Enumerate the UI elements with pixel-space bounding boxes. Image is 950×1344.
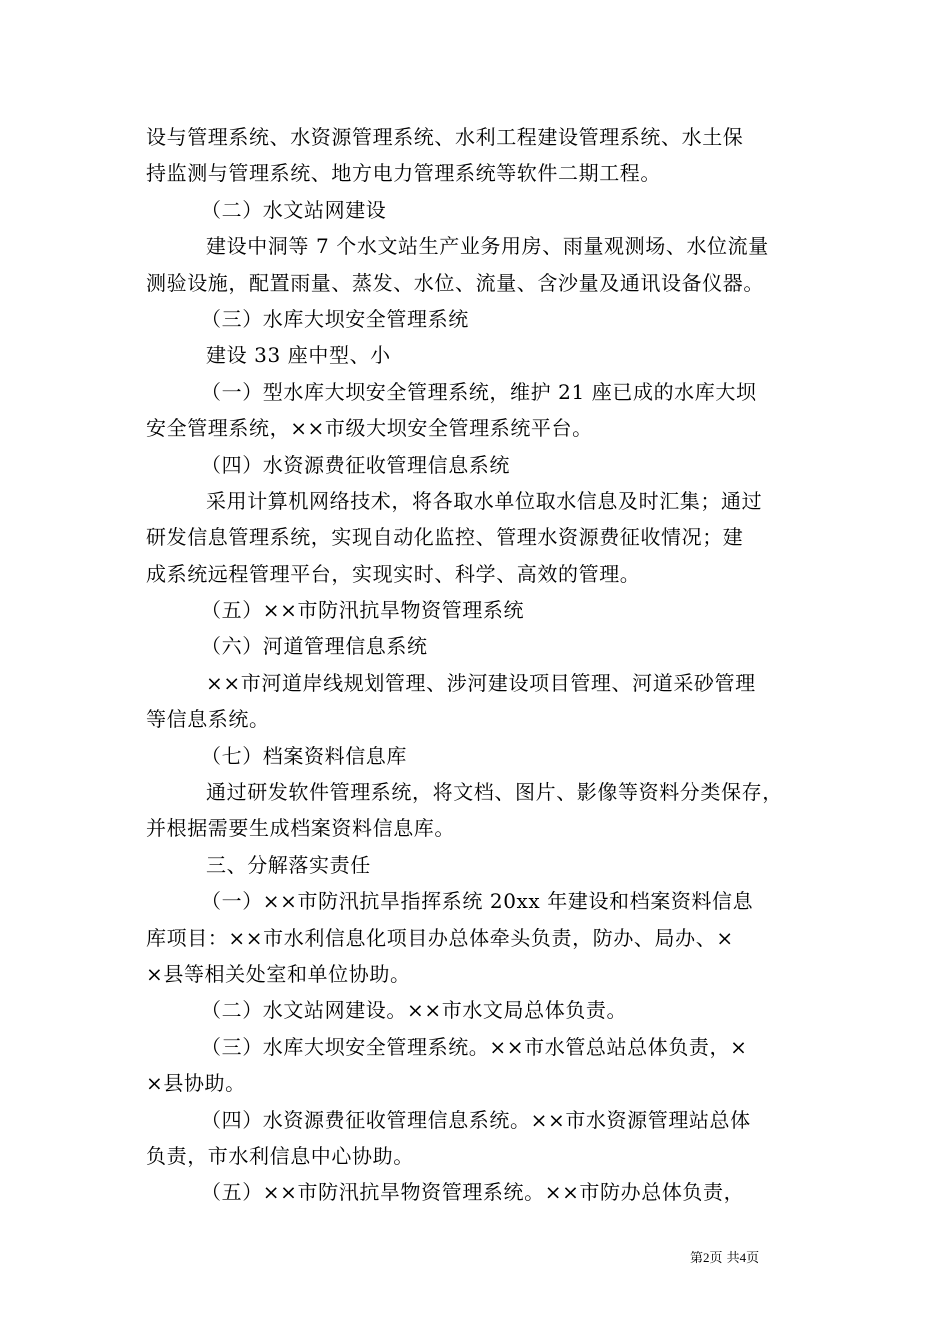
footer-suffix: 页	[746, 1251, 760, 1266]
footer-prefix: 第	[690, 1251, 704, 1266]
text-line: 安全管理系统，××市级大坝安全管理系统平台。	[146, 416, 593, 441]
text-line: 研发信息管理系统，实现自动化监控、管理水资源费征收情况；建	[146, 525, 744, 550]
text-line: 并根据需要生成档案资料信息库。	[146, 816, 455, 841]
text-line: 成系统远程管理平台，实现实时、科学、高效的管理。	[146, 561, 641, 586]
text-line: 持监测与管理系统、地方电力管理系统等软件二期工程。	[146, 161, 661, 186]
document-body	[146, 119, 808, 1211]
text-line: （五）××市防汛抗旱物资管理系统。××市防办总体负责，	[201, 1180, 745, 1205]
text-line: （一）型水库大坝安全管理系统，维护 21 座已成的水库大坝	[201, 379, 757, 404]
text-line: ×县协助。	[146, 1071, 246, 1096]
section-heading: （二）水文站网建设	[201, 197, 387, 222]
text-line: 建设中洞等 7 个水文站生产业务用房、雨量观测场、水位流量	[206, 234, 769, 259]
footer-middle: 页 共	[709, 1251, 740, 1266]
text-line: 负责，市水利信息中心协助。	[146, 1143, 414, 1168]
section-heading: （四）水资源费征收管理信息系统	[201, 452, 510, 477]
text-line: （三）水库大坝安全管理系统。××市水管总站总体负责，×	[201, 1034, 748, 1059]
text-line: 通过研发软件管理系统，将文档、图片、影像等资料分类保存，	[206, 780, 783, 805]
text-line: 测验设施，配置雨量、蒸发、水位、流量、含沙量及通讯设备仪器。	[146, 270, 764, 295]
text-line: 设与管理系统、水资源管理系统、水利工程建设管理系统、水土保	[146, 125, 744, 149]
section-heading: （七）档案资料信息库	[201, 743, 407, 768]
chapter-heading: 三、分解落实责任	[206, 852, 371, 877]
text-line: ××市河道岸线规划管理、涉河建设项目管理、河道采砂管理	[206, 670, 756, 695]
current-page-number: 2	[703, 1250, 710, 1265]
total-page-number: 4	[739, 1250, 747, 1265]
page-number-footer	[690, 1249, 759, 1268]
text-line: 建设 33 座中型、小	[206, 343, 391, 368]
text-line: 库项目：××市水利信息化项目办总体牵头负责，防办、局办、×	[146, 925, 734, 950]
text-line: （四）水资源费征收管理信息系统。××市水资源管理站总体	[201, 1107, 751, 1132]
text-line: ×县等相关处室和单位协助。	[146, 961, 411, 986]
text-line: 采用计算机网络技术，将各取水单位取水信息及时汇集；通过	[206, 488, 763, 513]
section-heading: （三）水库大坝安全管理系统	[201, 306, 469, 331]
section-heading: （六）河道管理信息系统	[201, 634, 428, 659]
text-line: 等信息系统。	[146, 707, 270, 732]
text-line: （一）××市防汛抗旱指挥系统 20xx 年建设和档案资料信息	[201, 889, 754, 914]
text-line: （二）水文站网建设。××市水文局总体负责。	[201, 998, 628, 1023]
section-heading: （五）××市防汛抗旱物资管理系统	[201, 598, 525, 623]
